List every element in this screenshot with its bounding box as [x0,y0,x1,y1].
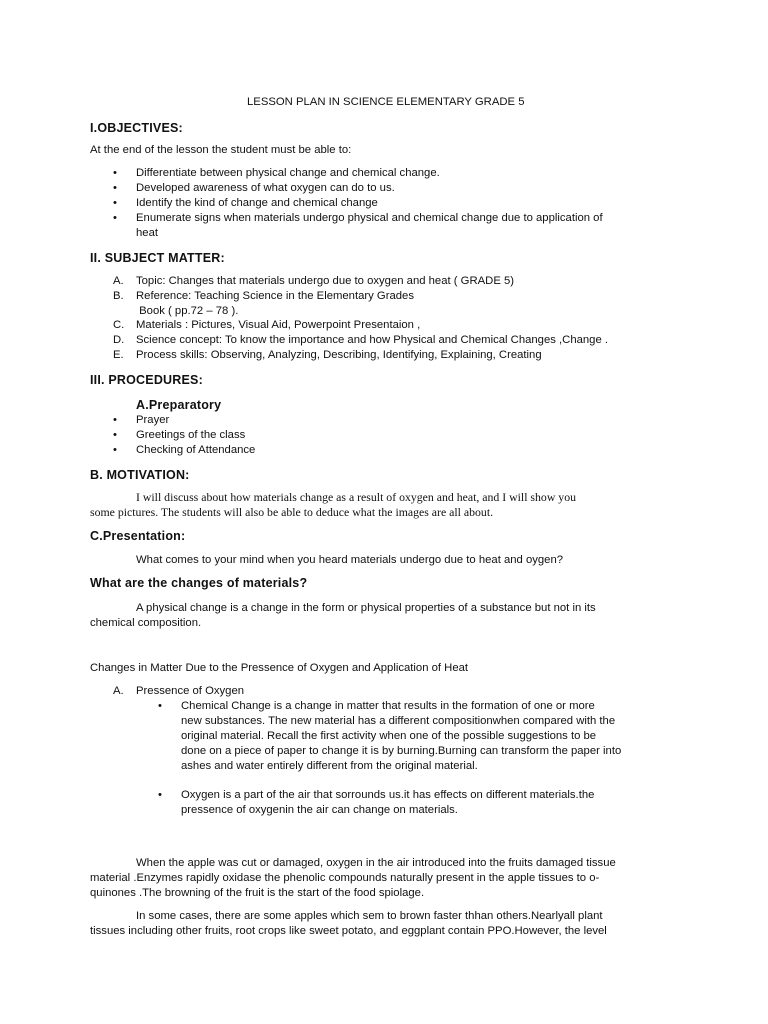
list-item: • Differentiate between physical change and chemical change. [113,167,440,179]
changes-line-2: chemical composition. [90,617,202,629]
bullet: • [113,212,117,224]
motivation-line-2: some pictures. The students will also be able to deduce what the images are all about. [90,505,494,519]
matter-heading: Changes in Matter Due to the Pressence of Oxygen and Application of Heat [90,662,469,674]
apple-paragraph-line-3: quinones .The browning of the fruit is the start of the food spiolage. [90,887,425,899]
list-item: A. Topic: Changes that materials undergo due to oxygen and heat ( GRADE 5) [113,275,515,287]
changes-heading: What are the changes of materials? [90,576,308,590]
apple-paragraph-line-2: material .Enzymes rapidly oxidase the phenolic compounds naturally present in the apple tissues to o- [90,872,600,884]
bullet: • [113,197,117,209]
bullet: • [113,444,117,456]
list-item: C. Materials : Pictures, Visual Aid, Powerpoint Presentaion , [113,319,421,332]
changes-line-1: A physical change is a change in the form or physical properties of a substance but not in its [136,602,596,614]
list-item: B. Reference: Teaching Science in the Elementary Grades [113,289,414,302]
bullet: • [113,182,117,194]
oxygen-line: pressence of oxygenin the air can change on materials. [181,804,458,816]
list-item: D. Science concept: To know the importance and how Physical and Chemical Changes ,Change . [113,334,609,347]
list-item: • Prayer [113,414,170,426]
oxygen-section-heading: A. Pressence of Oxygen [113,685,245,697]
presentation-text: What comes to your mind when you heard materials undergo due to heat and oygen? [136,554,564,566]
oxygen-line: Oxygen is a part of the air that sorrounds us.it has effects on different materials.the [181,789,595,801]
page-title: LESSON PLAN IN SCIENCE ELEMENTARY GRADE 5 [247,96,525,108]
bullet: • [113,429,117,441]
bullet: • [158,700,162,712]
chemical-change-line: new substances. The new material has a different compositionwhen compared with the [181,715,616,727]
presentation-heading: C.Presentation: [90,529,186,543]
list-item: E. Process skills: Observing, Analyzing, Describing, Identifying, Explaining, Creating [113,348,542,361]
motivation-line-1: I will discuss about how materials change as a result of oxygen and heat, and I will show you [136,490,576,504]
objectives-intro: At the end of the lesson the student must be able to: [90,144,352,156]
list-item: • Developed awareness of what oxygen can do to us. [113,182,395,194]
subject-matter-list [113,274,608,363]
list-item: Book ( pp.72 – 78 ). [136,304,239,317]
oxygen-item [158,788,595,818]
list-item-continuation: heat [136,227,158,239]
preparatory-heading: A.Preparatory [136,398,222,412]
subject-matter-heading: II. SUBJECT MATTER: [90,251,225,265]
apple-paragraph-line-1: When the apple was cut or damaged, oxygen in the air introduced into the fruits damaged tissue [136,857,616,869]
chemical-change-line: ashes and water entirely different from the original material. [181,760,478,772]
list-item: • Identify the kind of change and chemical change [113,197,378,209]
chemical-change-item [158,699,622,774]
motivation-heading: B. MOTIVATION: [90,468,190,482]
list-item: • Greetings of the class [113,429,246,441]
bullet: • [113,414,117,426]
list-item: • Checking of Attendance [113,444,256,456]
preparatory-list [113,413,256,458]
objectives-list [113,166,603,241]
list-item: • Enumerate signs when materials undergo physical and chemical change due to application of [113,212,603,224]
bullet: • [113,167,117,179]
last-paragraph-line-2: tissues including other fruits, root crops like sweet potato, and eggplant contain PPO.However, the level [90,925,607,937]
chemical-change-line: original material. Recall the first activity when one of the possible suggestions to be [181,730,597,742]
objectives-heading: I.OBJECTIVES: [90,121,183,135]
chemical-change-line: done on a piece of paper to change it is by burning.Burning can transform the paper into [181,745,622,757]
bullet: • [158,789,162,801]
chemical-change-line: Chemical Change is a change in matter that results in the formation of one or more [181,700,595,712]
procedures-heading: III. PROCEDURES: [90,373,203,387]
last-paragraph-line-1: In some cases, there are some apples which sem to brown faster thhan others.Nearlyall plant [136,910,603,922]
